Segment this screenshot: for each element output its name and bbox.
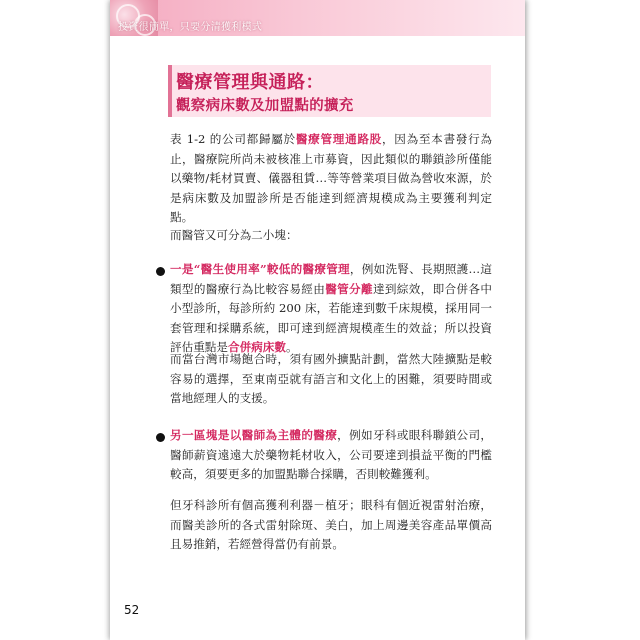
text-run: 而當台灣市場飽合時，須有國外擴點計劃，當然大陸擴點是較容易的選擇，至東南亞就有語言和文化上的困難，須要時間或當地經理人的支援。 xyxy=(170,352,492,405)
highlight-term: 另一區塊是以醫師為主體的醫療 xyxy=(170,428,338,442)
bullet-paragraph-1 xyxy=(170,260,492,358)
text-run: ，例如洗腎、長期照護…這類型的醫療行為比較容易經由 xyxy=(170,262,492,296)
highlight-term: 醫療管理通路股 xyxy=(295,132,382,146)
paragraph-expansion xyxy=(170,350,492,409)
section-subtitle: 觀察病床數及加盟點的擴充 xyxy=(176,98,354,114)
running-header-title: 投資很簡單，只要分清獲利模式 xyxy=(118,22,263,33)
text-run: 但牙科診所有個高獲利利器－植牙；眼科有個近視雷射治療，而醫美診所的各式雷射除斑、美白，加上周邊美容產品單價高且易推銷，若經營得當仍有前景。 xyxy=(170,498,492,551)
bullet-dot xyxy=(156,433,165,442)
text-run: 而醫管又可分為二小塊： xyxy=(170,228,298,242)
text-run: 。 xyxy=(285,340,298,354)
section-title: 醫療管理與通路： xyxy=(176,72,324,93)
paragraph-intro xyxy=(170,130,492,228)
page-number: 52 xyxy=(124,603,140,617)
header-band xyxy=(110,0,525,36)
text-run: 表 1-2 的公司都歸屬於 xyxy=(170,132,296,146)
bullet-paragraph-2 xyxy=(170,426,492,485)
bullet-dot xyxy=(156,267,165,276)
text-run: ，因為至本書發行為止，醫療院所尚未被核准上市募資，因此類似的聯鎖診所僅能以藥物/耗材買賣、儀器租賃…等等營業項目做為營收來源，於是病床數及加盟診所是否能達到經濟規模成為主要獲利判定點。 xyxy=(170,132,492,224)
highlight-term: 醫管分離 xyxy=(325,281,373,296)
section-heading-box xyxy=(168,65,491,117)
paragraph-split xyxy=(170,226,492,246)
highlight-term: 合併病床數 xyxy=(227,340,286,354)
paragraph-dental xyxy=(170,496,492,555)
text-run: 達到綜效，即合併各中小型診所，每診所約 200 床，若能達到數千床規模，採用同一套管理和採購系統，即可達到經濟規模產生的效益；所以投資評估重點是 xyxy=(170,281,492,354)
highlight-term: 一是“醫生使用率”較低的醫療管理 xyxy=(170,262,350,276)
book-page xyxy=(110,0,525,640)
text-run: ，例如牙科或眼科聯鎖公司，醫師薪資遠遠大於藥物耗材收入，公司要達到損益平衡的門檻較高，須要更多的加盟點聯合採購，否則較難獲利。 xyxy=(170,428,492,481)
